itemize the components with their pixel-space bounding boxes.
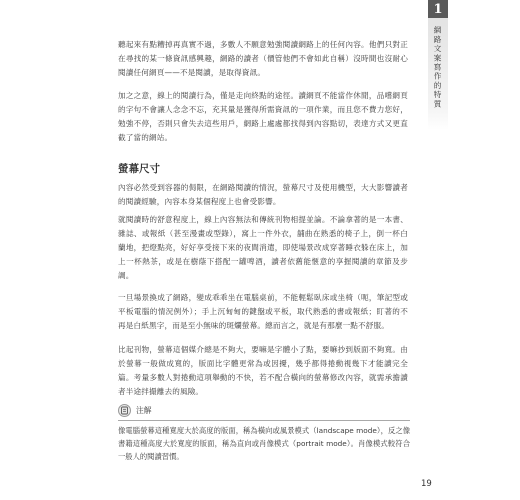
note-text: 像電腦螢幕這種寬度大於高度的版面，稱為橫向或風景模式（landscape mode），反之像書籍這種高度大於寬度的版面，稱為直向或肖像模式（portrait mode）。肖像模式較符合一般人的閱讀習慣。 xyxy=(118,426,410,461)
chapter-number-tab: 1 xyxy=(428,0,448,18)
paragraph-container: 內容必然受到容器的侷限，在網路閱讀的情況，螢幕尺寸及使用機型，大大影響讀者的閱讀經驗，內容本身某個程度上也會受影響。 xyxy=(118,183,408,206)
paragraph-screen-size: 比起刊物，螢幕這個媒介總是不夠大，要嘛是字體小了點，要嘛抄到版面不夠寬。由於螢幕一般做成寬的，版面比字體更常為或因擾，幾乎都得捲動視幾下才能讀完全篇。考量多數人對捲動這項舉動的不快，若不配合橫向的螢幕修改內容，就需承擔讀者半途拌撮離去的風險。 xyxy=(118,345,408,396)
page-number: 19 xyxy=(421,479,432,489)
section-heading: 螢幕尺寸 xyxy=(118,163,160,175)
paragraph-intro: 聽起來有點糟掉再真實不過，多數人不願意勉強閱讀網路上的任何內容。他們只對正在尋找的某一條資訊感興趣，網路的讀者（價管他們不會如此自稱）沒時間也沒耐心閱讀任何網頁——不是閱讀，是取得資訊。 xyxy=(118,40,408,77)
note-box xyxy=(118,420,410,463)
note-label: 注解 xyxy=(136,406,152,415)
chapter-title: 網路文案寫作的特質 xyxy=(433,26,442,109)
note-header xyxy=(118,404,152,417)
paragraph-comfort: 就閱讀時的舒意程度上，線上內容無法和傳統刊物相提並論。不論拿著的是一本書、雜誌、或報紙（甚至漫畫或型錄），窩上一件外衣，舖曲在熟悉的椅子上，倒一杯白蘭地，把燈點亮，好好享受接下來的夜間消遣，即使場景改成穿著睡衣躲在床上，加上一杯熱茶，或是在樹蔭下搭配一罐啤酒，讀者依舊能愜意的享握閱讀的章節及步調。 xyxy=(118,215,408,280)
paragraph-scene: 一旦場景換成了網路，變成乖乖坐在電腦桌前，不能輕鬆臥床或坐椅（呃，筆記型或平板電腦的情況例外）；手上沉甸甸的鍵盤或平板，取代熟悉的書或報紙；盯著的不再是白紙黑字，而是至小無味的斑爛螢幕。總而言之，就是有那麼一點不舒服。 xyxy=(118,293,408,330)
paragraph-reading-behavior: 加之之意，線上的閱讀行為，僅是走向終點的途徑。讀網頁不能當作休閒，品嚐網頁的字句不會讓人念念不忘，充其量是獲得所需資訊的一項作業，而且您不費力您好，勉強不停，否則只會失去這些用戶，網路上處處都找得到內容點切，表達方式又更直截了當的網站。 xyxy=(118,91,408,142)
note-icon xyxy=(118,404,131,417)
